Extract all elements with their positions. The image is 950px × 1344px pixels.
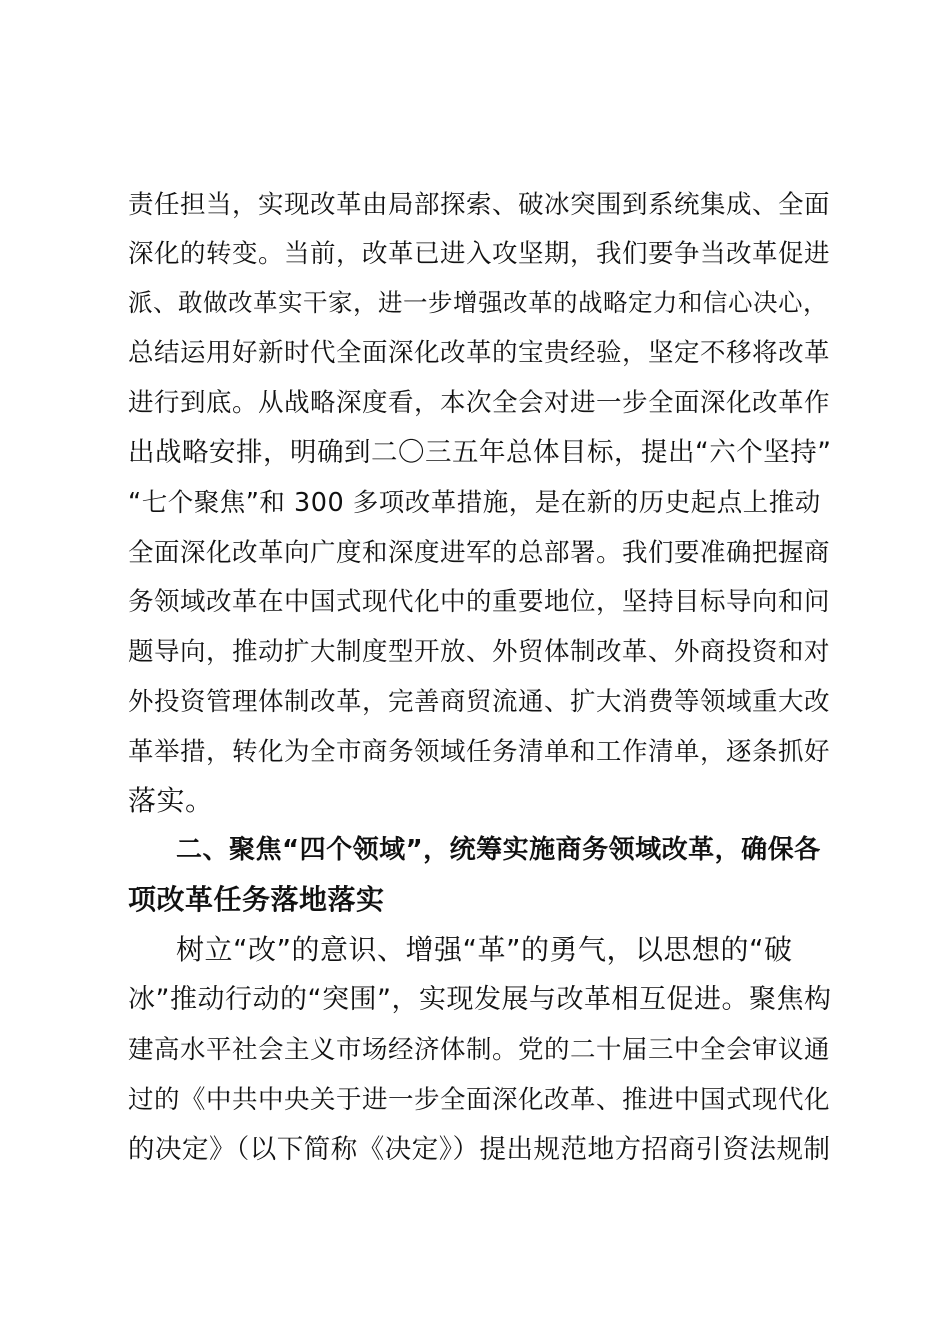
paragraph-line: 冰”推动行动的“突围”，实现发展与改革相互促进。聚焦构 xyxy=(128,984,832,1015)
paragraph-line: 全面深化改革向广度和深度进军的总部署。我们要准确把握商 xyxy=(128,538,831,568)
paragraph-line: “七个聚焦”和 300 多项改革措施，是在新的历史起点上推动 xyxy=(128,488,821,518)
paragraph-line: 务领域改革在中国式现代化中的重要地位，坚持目标导向和问 xyxy=(128,587,831,617)
paragraph-line: 责任担当，实现改革由局部探索、破冰突围到系统集成、全面 xyxy=(128,190,831,220)
paragraph-line: 总结运用好新时代全面深化改革的宝贵经验，坚定不移将改革 xyxy=(128,338,831,368)
paragraph-line: 外投资管理体制改革，完善商贸流通、扩大消费等领域重大改 xyxy=(128,687,831,717)
paragraph-line: 题导向，推动扩大制度型开放、外贸体制改革、外商投资和对 xyxy=(128,637,831,667)
paragraph-line: 落实。 xyxy=(128,784,214,817)
paragraph-line: 出战略安排，明确到二〇三五年总体目标，提出“六个坚持” xyxy=(128,437,832,468)
paragraph-line: 树立“改”的意识、增强“革”的勇气，以思想的“破 xyxy=(176,933,793,966)
paragraph-line: 深化的转变。当前，改革已进入攻坚期，我们要争当改革促进 xyxy=(128,239,831,269)
section-heading: 二、聚焦“四个领域”，统筹实施商务领域改革，确保各 xyxy=(176,835,821,865)
paragraph-line: 建高水平社会主义市场经济体制。党的二十届三中全会审议通 xyxy=(128,1035,831,1065)
section-heading: 项改革任务落地落实 xyxy=(128,883,385,916)
paragraph-line: 过的《中共中央关于进一步全面深化改革、推进中国式现代化 xyxy=(128,1085,831,1115)
paragraph-line: 革举措，转化为全市商务领域任务清单和工作清单，逐条抓好 xyxy=(128,737,831,767)
paragraph-line: 进行到底。从战略深度看，本次全会对进一步全面深化改革作 xyxy=(128,388,831,418)
paragraph-line: 的决定》（以下简称《决定》）提出规范地方招商引资法规制 xyxy=(128,1134,831,1165)
paragraph-line: 派、敢做改革实干家，进一步增强改革的战略定力和信心决心， xyxy=(128,288,828,317)
